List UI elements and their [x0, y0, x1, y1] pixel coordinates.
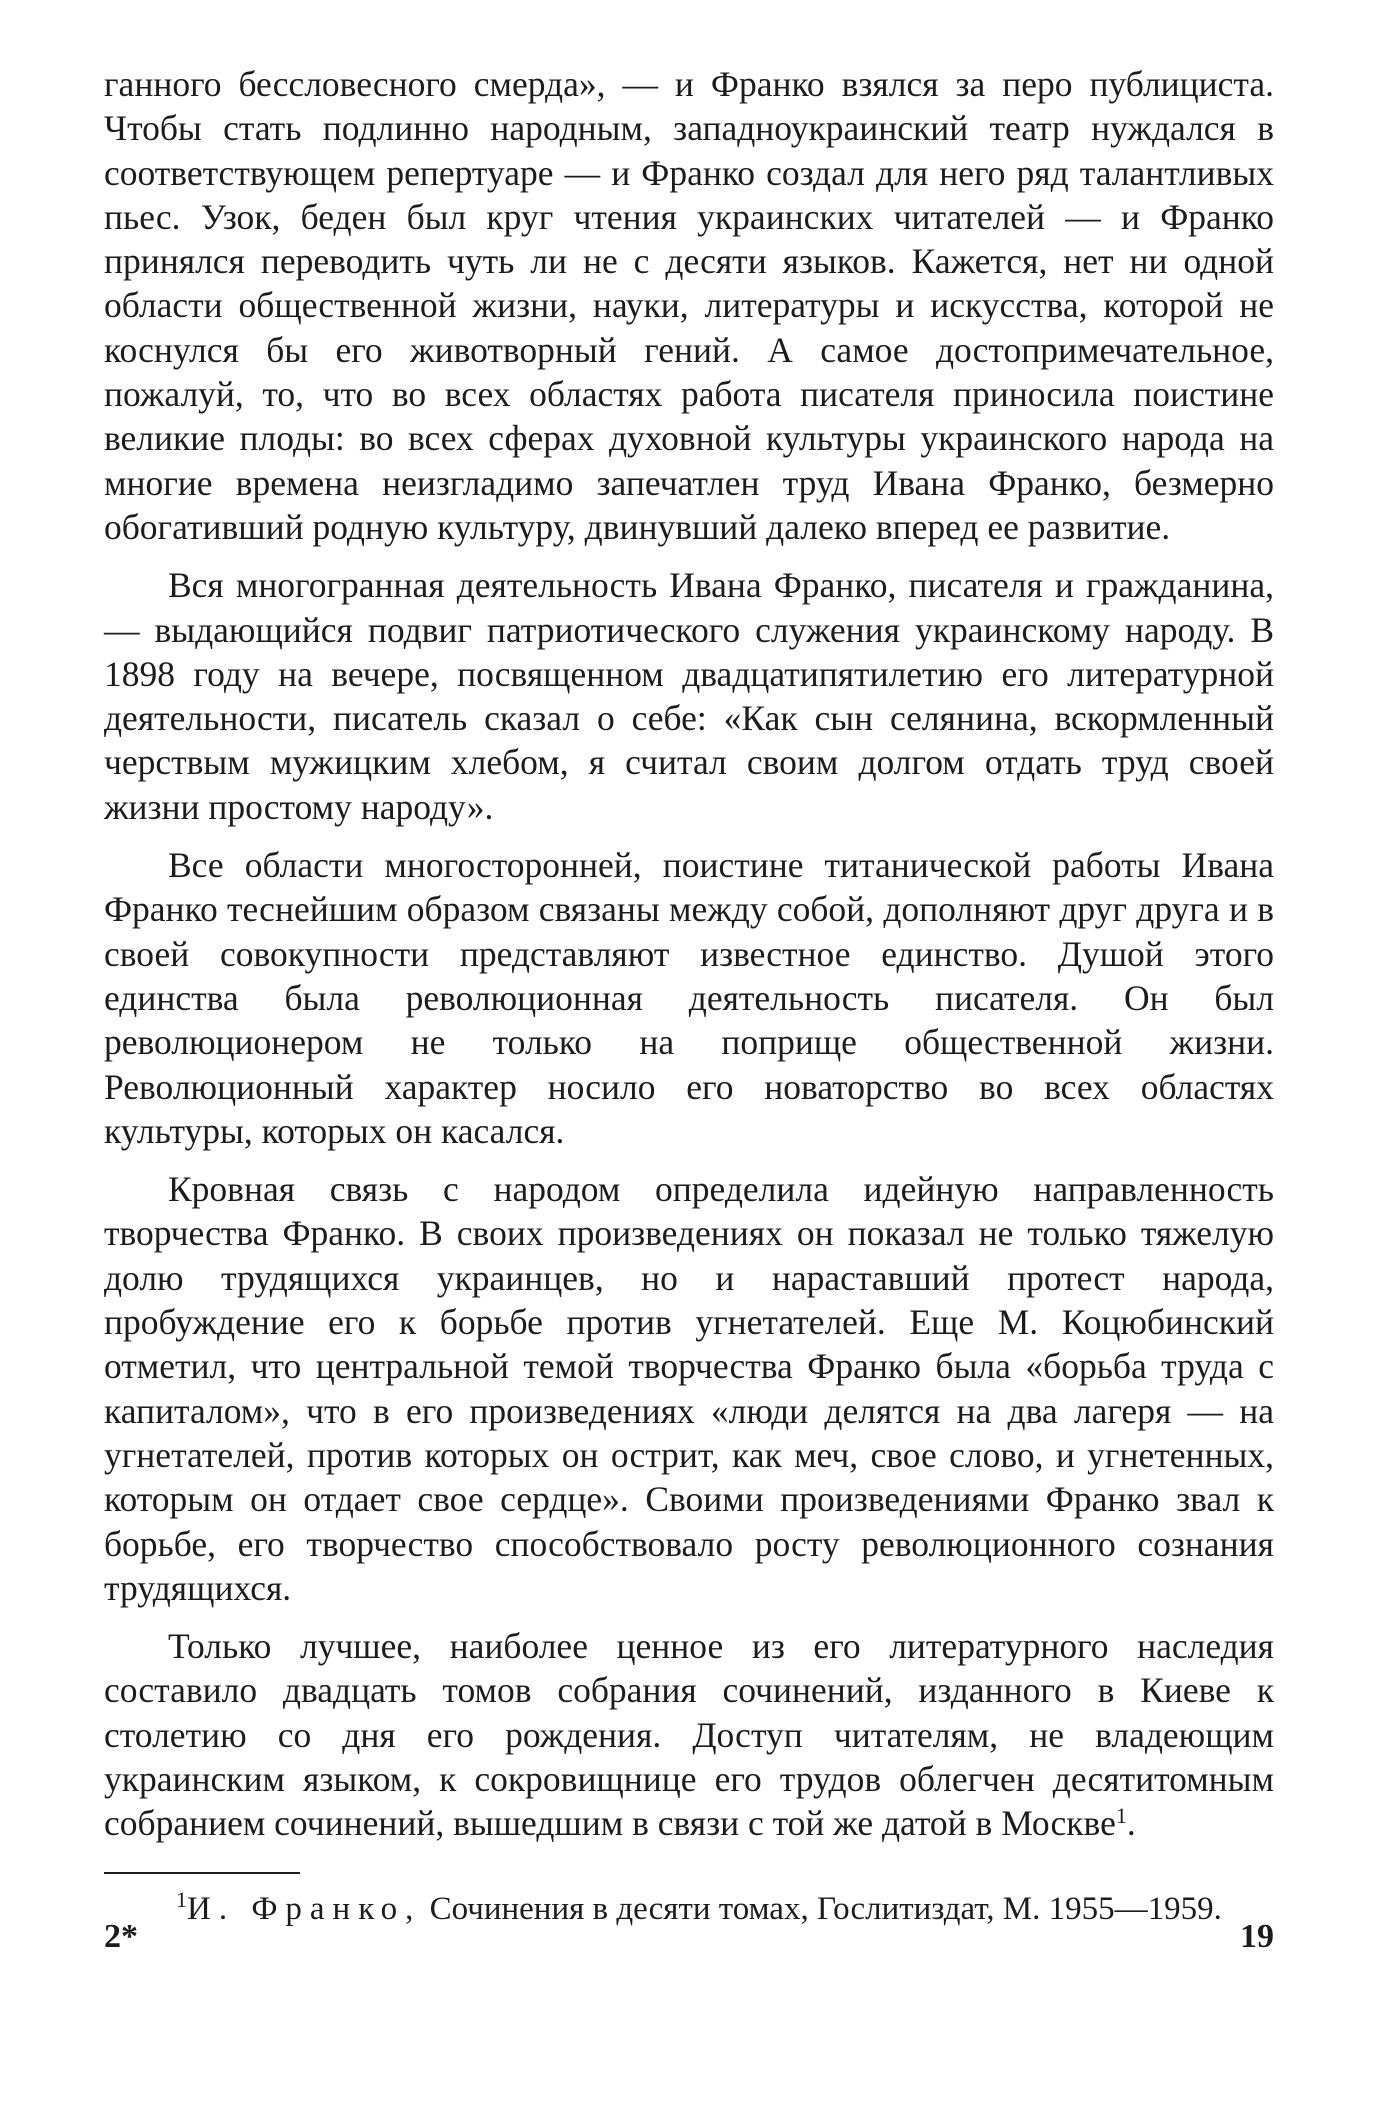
- paragraph-5: Только лучшее, наиболее ценное из его литературного наследия составило двадцать томов собрания сочинений, изданного в Киеве к столетию со дня его рождения. Доступ читателям, не владеющим украинским языком, к сокровищнице его трудов облегчен десятитомным собранием сочинений, вышедшим в связи с той же датой в Москве$^1$.: [104, 1626, 1274, 1844]
- footnote-author: И. Франко,: [187, 1890, 422, 1927]
- footnote-text: Сочинения в десяти томах, Гослитиздат, М. 1955—1959.: [421, 1890, 1222, 1927]
- page-body: [104, 62, 1274, 1930]
- paragraph-4: Кровная связь с народом определила идейную направленность творчества Франко. В своих произведениях он показал не только тяжелую долю трудящихся украинцев, но и нараставший протест народа, пробуждение его к борьбе против угнетателей. Еще М. Коцюбинский отметил, что центральной темой творчества Франко была «борьба труда с капиталом», что в его произведениях «люди делятся на два лагеря — на угнетателей, против которых он острит, как меч, свое слово, и угнетенных, которым он отдает свое сердце». Своими произведениями Франко звал к борьбе, его творчество способствовало росту революционного сознания трудящихся.: [104, 1169, 1274, 1608]
- paragraph-1: ганного бессловесного смерда», — и Франко взялся за перо публициста. Чтобы стать подлинно народным, западноукраинский театр нуждался в соответствующем репертуаре — и Франко создал для него ряд талантливых пьес. Узок, беден был круг чтения украинских читателей — и Франко принялся переводить чуть ли не с десяти языков. Кажется, нет ни одной области общественной жизни, науки, литературы и искусства, которой не коснулся бы его животворный гений. А самое достопримечательное, пожалуй, то, что во всех областях работа писателя приносила поистине великие плоды: во всех сферах духовной культуры украинского народа на многие времена неизгладимо запечатлен труд Ивана Франко, безмерно обогативший родную культуру, двинувший далеко вперед ее развитие.: [104, 64, 1274, 547]
- paragraph-5-text: Только лучшее, наиболее ценное из его литературного наследия составило двадцать томов собрания сочинений, изданного в Киеве к столетию со дня его рождения. Доступ читателям, не владеющим украинским языком, к сокровищнице его трудов облегчен десятитомным собранием сочинений, вышедшим в связи с той же датой в Москве: [104, 1626, 1274, 1844]
- paragraph-3: Все области многосторонней, поистине титанической работы Ивана Франко теснейшим образом связаны между собой, дополняют друг друга и в своей совокупности представляют известное единство. Душой этого единства была революционная деятельность писателя. Он был революционером не только на поприще общественной жизни. Революционный характер носило его новаторство во всех областях культуры, которых он касался.: [104, 845, 1274, 1151]
- page-footer: [0, 1918, 1382, 1968]
- page-number: 19: [1240, 1918, 1274, 1955]
- footnote-reference[interactable]: 1: [1115, 1803, 1127, 1829]
- footnote-divider: [104, 1872, 300, 1874]
- paragraph-2: Вся многогранная деятельность Ивана Франко, писателя и гражданина, — выдающийся подвиг патриотического служения украинскому народу. В 1898 году на вечере, посвященном двадцатипятилетию его литературной деятельности, писатель сказал о себе: «Как сын селянина, вскормленный черствым мужицким хлебом, я считал своим долгом отдать труд своей жизни простому народу».: [104, 565, 1274, 827]
- printer-signature: 2*: [104, 1918, 138, 1955]
- footnote-marker: 1: [176, 1886, 187, 1912]
